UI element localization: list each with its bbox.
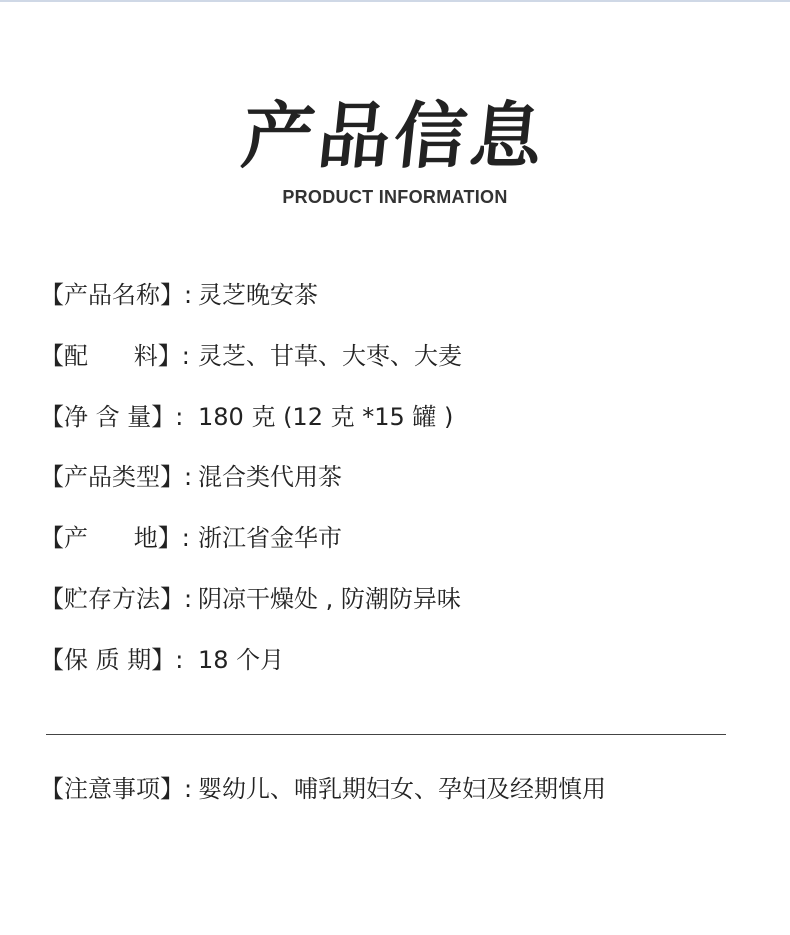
- info-value: 浙江省金华市: [198, 524, 342, 553]
- info-row-origin: [40, 515, 740, 576]
- info-label: 【配 料】:: [40, 341, 190, 370]
- notice-row: [40, 766, 760, 812]
- page-subtitle: PRODUCT INFORMATION: [282, 187, 508, 207]
- notice-label: 【注意事项】:: [40, 775, 193, 803]
- info-label: 【贮存方法】:: [40, 584, 193, 613]
- info-value: 180 克 (12 克 *15 罐 ): [198, 402, 454, 431]
- info-label: 【产 地】:: [40, 524, 190, 553]
- info-row-shelf-life: [40, 637, 740, 698]
- info-row-product-name: [40, 272, 740, 333]
- info-label: 【净 含 量】:: [40, 402, 184, 431]
- info-label: 【保 质 期】:: [40, 645, 184, 674]
- info-row-net-content: [40, 394, 740, 455]
- info-value: 18 个月: [198, 645, 285, 674]
- section-divider: [46, 734, 726, 735]
- info-value: 阴凉干燥处 , 防潮防异味: [198, 584, 461, 613]
- info-label: 【产品类型】:: [40, 463, 193, 492]
- info-value: 灵芝、甘草、大枣、大麦: [198, 341, 462, 370]
- top-border-line: [0, 0, 790, 2]
- info-value: 混合类代用茶: [198, 463, 342, 492]
- page-title: 产品信息: [237, 93, 551, 178]
- notice-value: 婴幼儿、哺乳期妇女、孕妇及经期慎用: [198, 775, 606, 803]
- info-row-storage: [40, 576, 740, 637]
- product-info-list: [40, 272, 740, 698]
- info-value: 灵芝晚安茶: [198, 281, 318, 309]
- info-row-ingredients: [40, 333, 740, 394]
- info-label: 【产品名称】:: [40, 281, 193, 309]
- info-row-product-type: [40, 454, 740, 515]
